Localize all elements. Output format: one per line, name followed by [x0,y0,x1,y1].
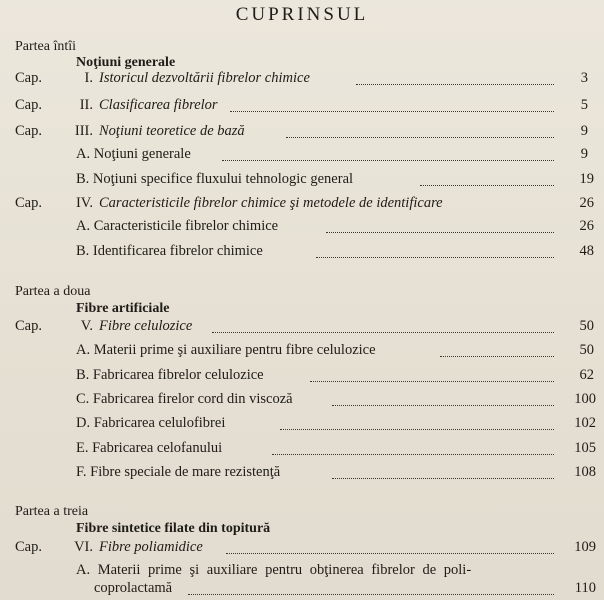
page-number: 26 [579,195,594,211]
dot-leader [212,332,554,333]
page-number: 50 [579,342,594,358]
dot-leader [230,111,554,112]
toc-entry [0,318,604,338]
section-title: E. Fabricarea celofanului [76,440,223,456]
dot-leader [420,185,554,186]
page-number: 26 [579,218,594,234]
dot-leader [316,257,554,258]
part-section-title: Noţiuni generale [76,55,176,70]
toc-entry [0,464,604,484]
dot-leader [188,594,554,595]
page-number: 105 [574,440,596,456]
section-title: C. Fabricarea firelor cord din viscoză [76,391,293,407]
part-section-title: Fibre artificiale [76,301,170,316]
page-number: 9 [580,123,588,139]
part-label: Partea întîi [15,39,77,54]
page-number: 109 [574,539,596,555]
part-label: Partea a treia [15,504,89,519]
cap-number: IV. [75,195,93,211]
cap-number: V. [80,318,93,334]
page-number: 100 [574,391,596,407]
section-title: A. Materii prime şi auxiliare pentru fibre celulozice [76,342,376,358]
cap-number: II. [79,97,93,113]
toc-entry [0,146,604,166]
cap-label: Cap. [15,195,42,211]
dot-leader [286,137,554,138]
dot-leader [356,84,554,85]
cap-number: VI. [74,539,93,555]
cap-number: I. [84,70,93,86]
toc-entry [0,391,604,411]
page-number: 108 [574,464,596,480]
section-title: B. Identificarea fibrelor chimice [76,243,263,259]
dot-leader [326,232,554,233]
section-title: F. Fibre speciale de mare rezistenţă [76,464,281,480]
toc-entry [0,218,604,238]
toc-entry [0,123,604,143]
page-number: 5 [580,97,588,113]
cap-number: III. [74,123,93,139]
chapter-title: Fibre poliamidice [99,539,203,555]
dot-leader [310,381,554,382]
cap-label: Cap. [15,97,42,113]
toc-entry [0,415,604,435]
toc-entry [0,195,604,215]
section-title: B. Noţiuni specifice fluxului tehnologic general [76,171,354,187]
section-title: A. Materii prime şi auxiliare pentru obţinerea fibrelor de poli- [76,562,472,578]
dot-leader [222,160,554,161]
toc-entry [0,171,604,191]
part-section-title: Fibre sintetice filate din topitură [76,521,271,536]
section-title-continued: coprolactamă [94,580,173,596]
dot-leader [332,478,554,479]
cap-label: Cap. [15,318,42,334]
section-title: A. Noţiuni generale [76,146,191,162]
page-number: 50 [579,318,594,334]
section-title: A. Caracteristicile fibrelor chimice [76,218,279,234]
page-number: 48 [579,243,594,259]
page-title: CUPRINSUL [235,4,369,25]
toc-entry [0,342,604,362]
chapter-title: Clasificarea fibrelor [99,97,218,113]
toc-entry [0,243,604,263]
section-title: B. Fabricarea fibrelor celulozice [76,367,264,383]
toc-entry [0,440,604,460]
dot-leader [440,356,554,357]
chapter-title: Noţiuni teoretice de bază [99,123,245,139]
toc-entry [0,562,604,582]
page-number: 9 [580,146,588,162]
toc-entry [0,70,604,90]
section-title: D. Fabricarea celulofibrei [76,415,226,431]
toc-entry [0,97,604,117]
page-number: 19 [579,171,594,187]
dot-leader [332,405,554,406]
part-label: Partea a doua [15,284,91,299]
cap-label: Cap. [15,123,42,139]
chapter-title: Istoricul dezvoltării fibrelor chimice [99,70,310,86]
cap-label: Cap. [15,539,42,555]
toc-entry [0,580,604,600]
cap-label: Cap. [15,70,42,86]
dot-leader [280,429,554,430]
toc-entry [0,367,604,387]
dot-leader [272,454,554,455]
page-number: 102 [574,415,596,431]
dot-leader [226,553,554,554]
page-number: 110 [574,580,596,596]
chapter-title: Caracteristicile fibrelor chimice şi metodele de identificare [99,195,443,211]
page-number: 62 [579,367,594,383]
toc-entry [0,539,604,559]
page-number: 3 [580,70,588,86]
chapter-title: Fibre celulozice [99,318,193,334]
